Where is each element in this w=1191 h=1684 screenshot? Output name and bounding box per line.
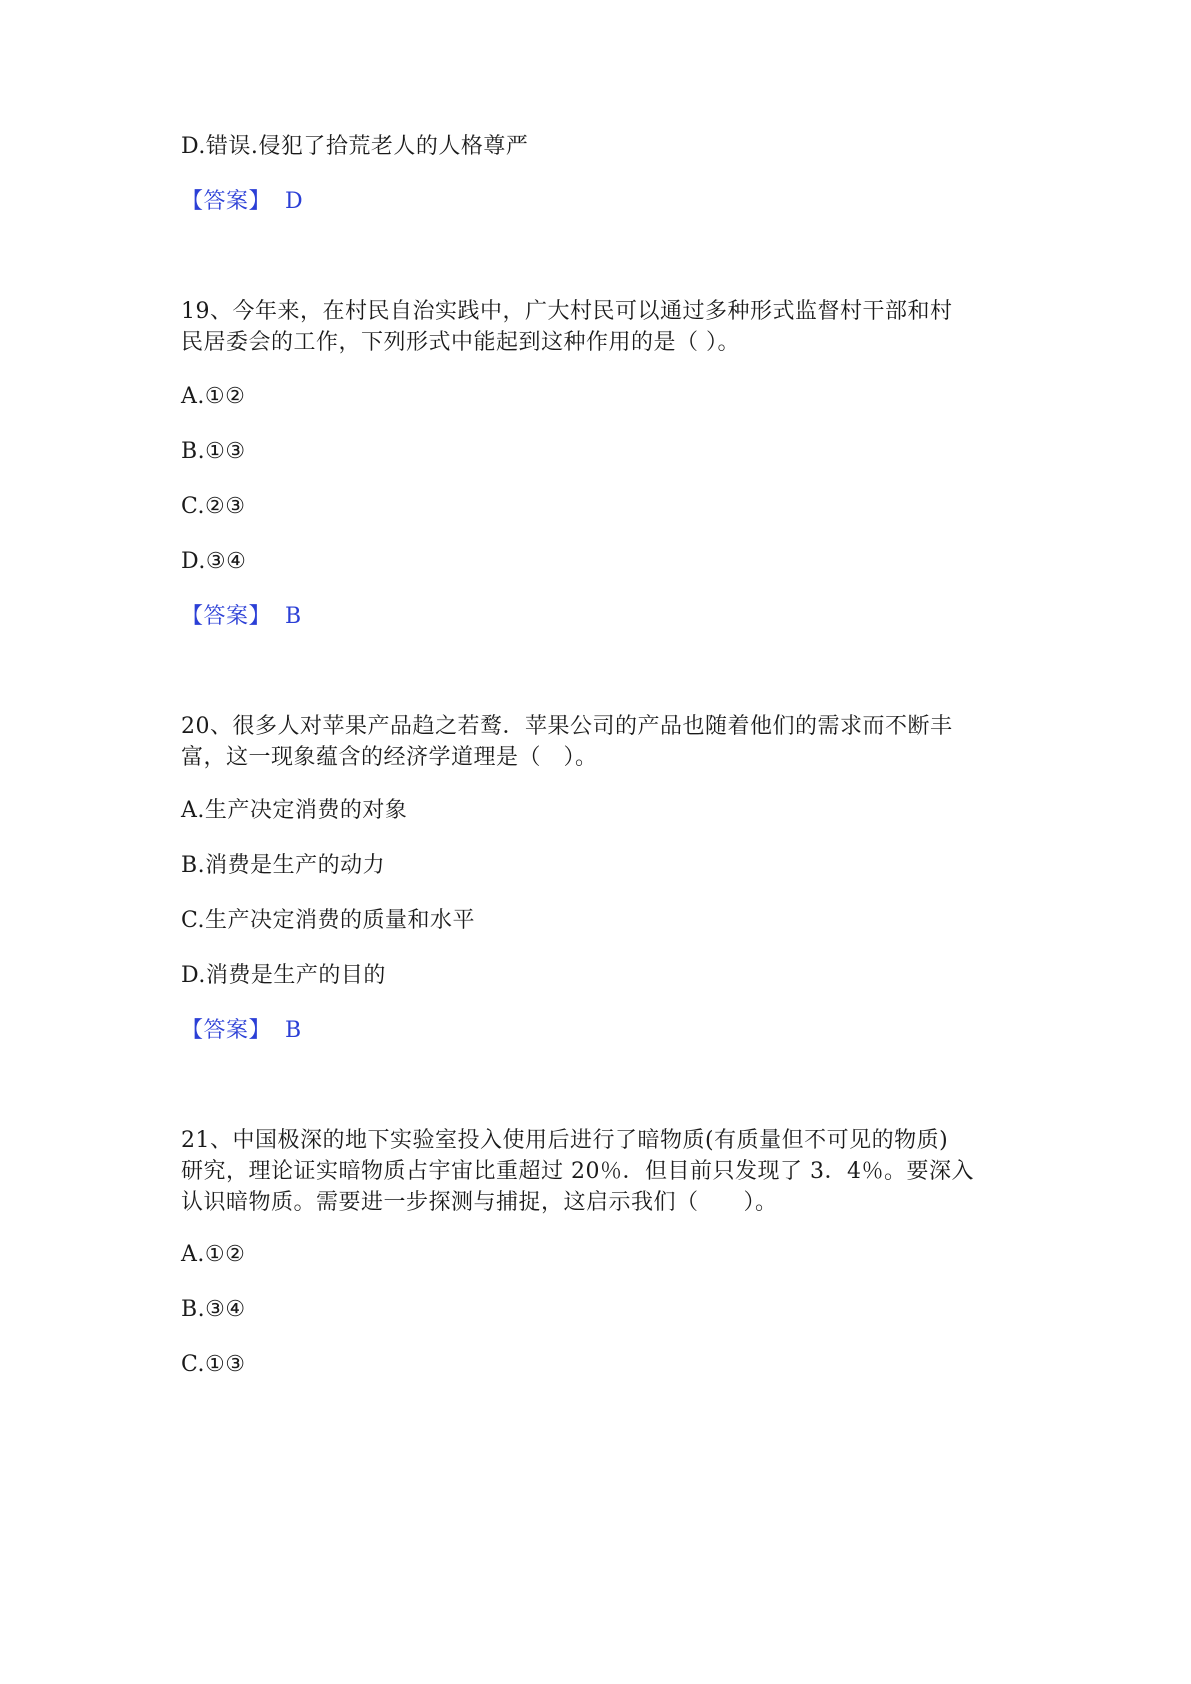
answer-value: D [285, 189, 304, 214]
question-20-option-b: B.消费是生产的动力 [181, 853, 386, 878]
answer-value: B [285, 604, 302, 629]
question-19-stem-line-2: 民居委会的工作，下列形式中能起到这种作用的是（ ）。 [181, 330, 740, 355]
question-21-option-b: B.③④ [181, 1297, 246, 1322]
prev-question-option-d: D.错误.侵犯了拾荒老人的人格尊严 [181, 134, 529, 159]
question-21-option-c: C.①③ [181, 1352, 246, 1377]
answer-value: B [285, 1018, 302, 1043]
question-19-option-b: B.①③ [181, 439, 246, 464]
question-19-option-d: D.③④ [181, 549, 247, 574]
question-21-option-a: A.①② [181, 1242, 246, 1267]
question-19-answer [181, 601, 302, 633]
answer-label: 【答案】 [181, 189, 272, 214]
question-20-answer [181, 1015, 302, 1047]
question-20-stem-line-2: 富，这一现象蕴含的经济学道理是（ ）。 [181, 745, 598, 770]
answer-label: 【答案】 [181, 604, 272, 629]
prev-question-answer [181, 186, 303, 218]
question-20-option-d: D.消费是生产的目的 [181, 963, 386, 988]
answer-label: 【答案】 [181, 1018, 272, 1043]
question-19-option-c: C.②③ [181, 494, 246, 519]
question-21-stem-line-2: 研究，理论证实暗物质占宇宙比重超过 20％．但目前只发现了 3．4％。要深入 [181, 1159, 974, 1184]
question-19-option-a: A.①② [181, 384, 246, 409]
question-20-stem-line-1: 20、很多人对苹果产品趋之若鹜．苹果公司的产品也随着他们的需求而不断丰 [181, 714, 953, 739]
question-20-option-c: C.生产决定消费的质量和水平 [181, 908, 476, 933]
question-21-stem-line-3: 认识暗物质。需要进一步探测与捕捉，这启示我们（ ）。 [181, 1190, 778, 1215]
question-19-stem-line-1: 19、今年来，在村民自治实践中，广大村民可以通过多种形式监督村干部和村 [181, 299, 953, 324]
question-20-option-a: A.生产决定消费的对象 [181, 798, 408, 823]
question-21-stem-line-1: 21、中国极深的地下实验室投入使用后进行了暗物质(有质量但不可见的物质) [181, 1128, 949, 1153]
